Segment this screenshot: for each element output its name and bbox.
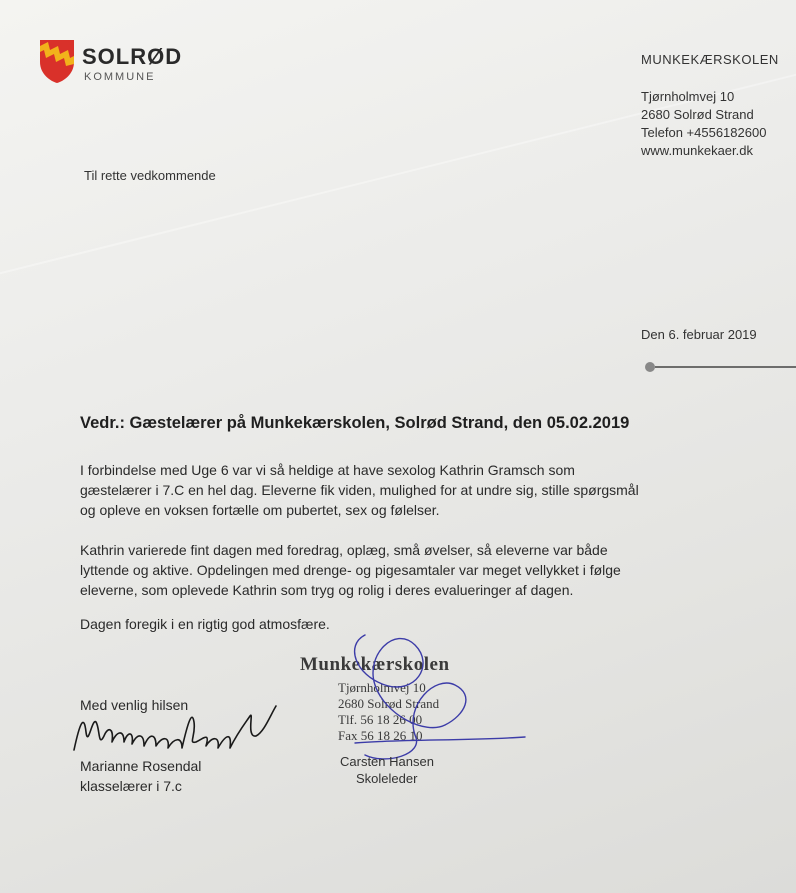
leader-signature	[325, 625, 535, 775]
paragraph-3: Dagen foregik i en rigtig god atmosfære.	[80, 616, 330, 632]
paragraph-1: I forbindelse med Uge 6 var vi så heldige at have sexolog Kathrin Gramsch som gæstelærer i 7.C en hel dag. Eleverne fik viden, mulighed for at undre sig, stille spørgsmål og opleve en voksen fortælle om pubertet, sex og følelser.	[80, 462, 639, 518]
school-name: MUNKEKÆRSKOLEN	[641, 52, 779, 67]
recipient: Til rette vedkommende	[84, 168, 216, 183]
stamp-title: Munkekærskolen	[300, 654, 450, 675]
leader-role: Skoleleder	[356, 771, 418, 786]
logo-subtitle: KOMMUNE	[84, 71, 156, 83]
coat-of-arms-icon	[38, 38, 76, 84]
signer-role: klasselærer i 7.c	[80, 778, 182, 794]
solrod-logo	[38, 38, 218, 88]
letter-date: Den 6. februar 2019	[641, 327, 757, 342]
date-rule	[644, 361, 796, 373]
address-street: Tjørnholmvej 10	[641, 89, 735, 104]
stamp-line: Tlf. 56 18 26 00	[338, 712, 423, 727]
letter-subject: Vedr.: Gæstelærer på Munkekærskolen, Solrød Strand, den 05.02.2019	[80, 414, 630, 432]
signer-name: Marianne Rosendal	[80, 758, 202, 774]
stamp-line: Tjørnholmvej 10	[338, 680, 426, 695]
address-city: 2680 Solrød Strand	[641, 107, 754, 122]
handwritten-signature	[70, 692, 280, 762]
logo-name: SOLRØD	[82, 44, 183, 69]
stamp-line: 2680 Solrød Strand	[338, 696, 440, 711]
leader-name: Carsten Hansen	[340, 754, 434, 769]
closing: Med venlig hilsen	[80, 697, 189, 713]
address-website: www.munkekaer.dk	[641, 143, 753, 158]
stamp-line: Fax 56 18 26 10	[338, 728, 423, 743]
address-phone: Telefon +4556182600	[641, 125, 767, 140]
paragraph-2: Kathrin varierede fint dagen med foredrag, oplæg, små øvelser, så eleverne var både lyttende og aktive. Opdelingen med drenge- og pigesamtaler var meget vellykket i følge eleverne, som oplevede Kathrin som tryg og rolig i deres evalueringer af dagen.	[80, 542, 621, 598]
school-address	[641, 88, 766, 160]
